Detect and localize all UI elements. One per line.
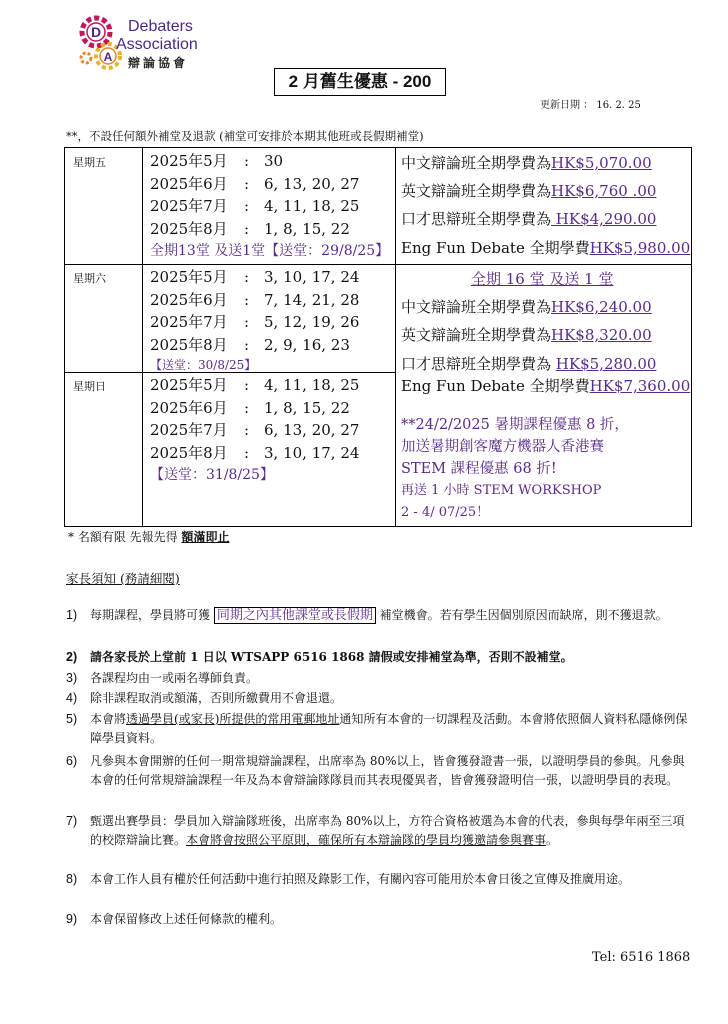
day-sunday: 星期日 (73, 380, 106, 393)
fee-row: 口才思辯班全期學費為 HK$4,290.00 (401, 210, 657, 228)
top-note: **，不設任何額外補堂及退款 (補堂可安排於本期其他班或長假期補堂) (66, 129, 424, 143)
footnote: * 名額有限 先報先得 額滿即止 (68, 530, 230, 544)
promo-line: 2 - 4/ 07/25！ (401, 505, 490, 520)
table-divider (395, 148, 396, 526)
fee-row: 口才思辯班全期學費為 HK$5,280.00 (401, 355, 657, 373)
list-item: 8) 本會工作人員有權於任何活動中進行拍照及錄影工作，有關內容可能用於本會日後之宣傳及推廣用途。 (66, 872, 631, 886)
table-row: 2025年7月 : 4, 11, 18, 25 (150, 197, 360, 215)
promo-block (401, 414, 629, 524)
day-friday: 星期五 (73, 156, 106, 169)
list-item: 7) 甄選出賽學員：學員加入辯論隊班後，出席率為 80%以上，方符合資格被選為本會的代表，參與每學年兩至三項的校際辯論比賽。本會將會按照公平原則，確保所有本辯論隊的學員均獲邀請參與賽事。 (66, 814, 685, 847)
weekend-heading: 全期 16 堂 及送 1 堂 (471, 270, 614, 288)
updated-date: 更新日期 ： 16. 2. 25 (540, 100, 641, 111)
day-saturday: 星期六 (73, 272, 106, 285)
table-row: 2025年6月 : 6, 13, 20, 27 (150, 174, 360, 193)
table-row: 2025年7月 : 5, 12, 19, 26 (150, 313, 360, 331)
table-row: 2025年6月 : 7, 14, 21, 28 (150, 290, 360, 309)
schedule-table (64, 147, 692, 527)
promo-line: 再送 1 小時 STEM WORKSHOP (401, 483, 602, 498)
fee-row: Eng Fun Debate 全期學費HK$5,980.00 (401, 239, 691, 257)
sunday-schedule (150, 374, 359, 487)
table-divider (395, 264, 691, 265)
telephone: Tel: 6516 1868 (592, 950, 691, 965)
page-title: 2 月舊生優惠 - 200 (274, 68, 446, 96)
list-item: 4) 除非課程取消或額滿，否則所繳費用不會退還。 (66, 691, 343, 705)
list-item: 1) 每期課程，學員將可獲 同期之內其他課堂或長假期 補堂機會。若有學生因個別原因而缺席，則不獲退款。 (66, 608, 668, 623)
list-item: 2) 請各家長於上堂前 1 日以 WTSAPP 6516 1868 請假或安排補堂為準，否則不設補堂。 (66, 650, 573, 664)
fee-row: Eng Fun Debate 全期學費HK$7,360.00 (401, 377, 691, 395)
promo-line: **24/2/2025 暑期課程優惠 8 折， (401, 417, 629, 433)
fee-row: 英文辯論班全期學費為HK$6,760 .00 (401, 182, 657, 200)
table-row: 2025年5月 : 30 (150, 152, 284, 170)
notice-heading: 家長須知 (務請細閱) (66, 571, 180, 586)
list-item: 9) 本會保留修改上述任何條款的權利。 (66, 912, 283, 926)
logo-text-chinese: 辯論協會 (128, 56, 189, 70)
saturday-schedule (150, 266, 359, 374)
logo-text-association: Association (116, 36, 198, 53)
fee-row: 英文辯論班全期學費為HK$8,320.00 (401, 326, 652, 344)
table-row: 2025年5月 : 4, 11, 18, 25 (150, 376, 360, 394)
table-row: 2025年6月 : 1, 8, 15, 22 (150, 398, 350, 417)
table-row: 2025年7月 : 6, 13, 20, 27 (150, 421, 360, 439)
logo-letter-d: D (90, 24, 102, 40)
friday-bonus: 全期13堂 及送1堂【送堂：29/8/25】 (150, 243, 390, 259)
table-divider (65, 264, 395, 265)
table-divider (142, 148, 143, 526)
fee-row: 中文辯論班全期學費為HK$5,070.00 (401, 154, 652, 172)
saturday-bonus: 【送堂：30/8/25】 (150, 358, 257, 372)
friday-schedule (150, 150, 389, 263)
table-row: 2025年8月 : 1, 8, 15, 22 (150, 219, 350, 238)
table-row: 2025年5月 : 3, 10, 17, 24 (150, 268, 360, 286)
list-item: 6) 凡參與本會開辦的任何一期常規辯論課程，出席率為 80%以上，皆會獲發證書一張，以證明學員的參與。凡參與本會的任何常規辯論課程一年及為本會辯論隊隊員而其表現優異者，皆會獲發證明信一張，以證明學員的表現。 (66, 754, 685, 787)
logo-text-debaters: Debaters (128, 18, 193, 35)
fee-row: 中文辯論班全期學費為HK$6,240.00 (401, 298, 652, 316)
table-row: 2025年8月 : 2, 9, 16, 23 (150, 335, 350, 354)
logo-letter-a: A (103, 50, 113, 64)
list-item: 3) 各課程均由一或兩名導師負責。 (66, 671, 259, 685)
promo-line: STEM 課程優惠 68 折! (401, 461, 557, 477)
promo-line: 加送暑期創客魔方機器人香港賽 (401, 439, 604, 455)
logo (78, 14, 218, 74)
sunday-bonus: 【送堂：31/8/25】 (150, 467, 274, 483)
table-row: 2025年8月 : 3, 10, 17, 24 (150, 443, 360, 462)
list-item: 5) 本會將透過學員(或家長)所提供的常用電郵地址通知所有本會的一切課程及活動。本會將依照個人資料私隱條例保障學員資料。 (66, 712, 688, 745)
